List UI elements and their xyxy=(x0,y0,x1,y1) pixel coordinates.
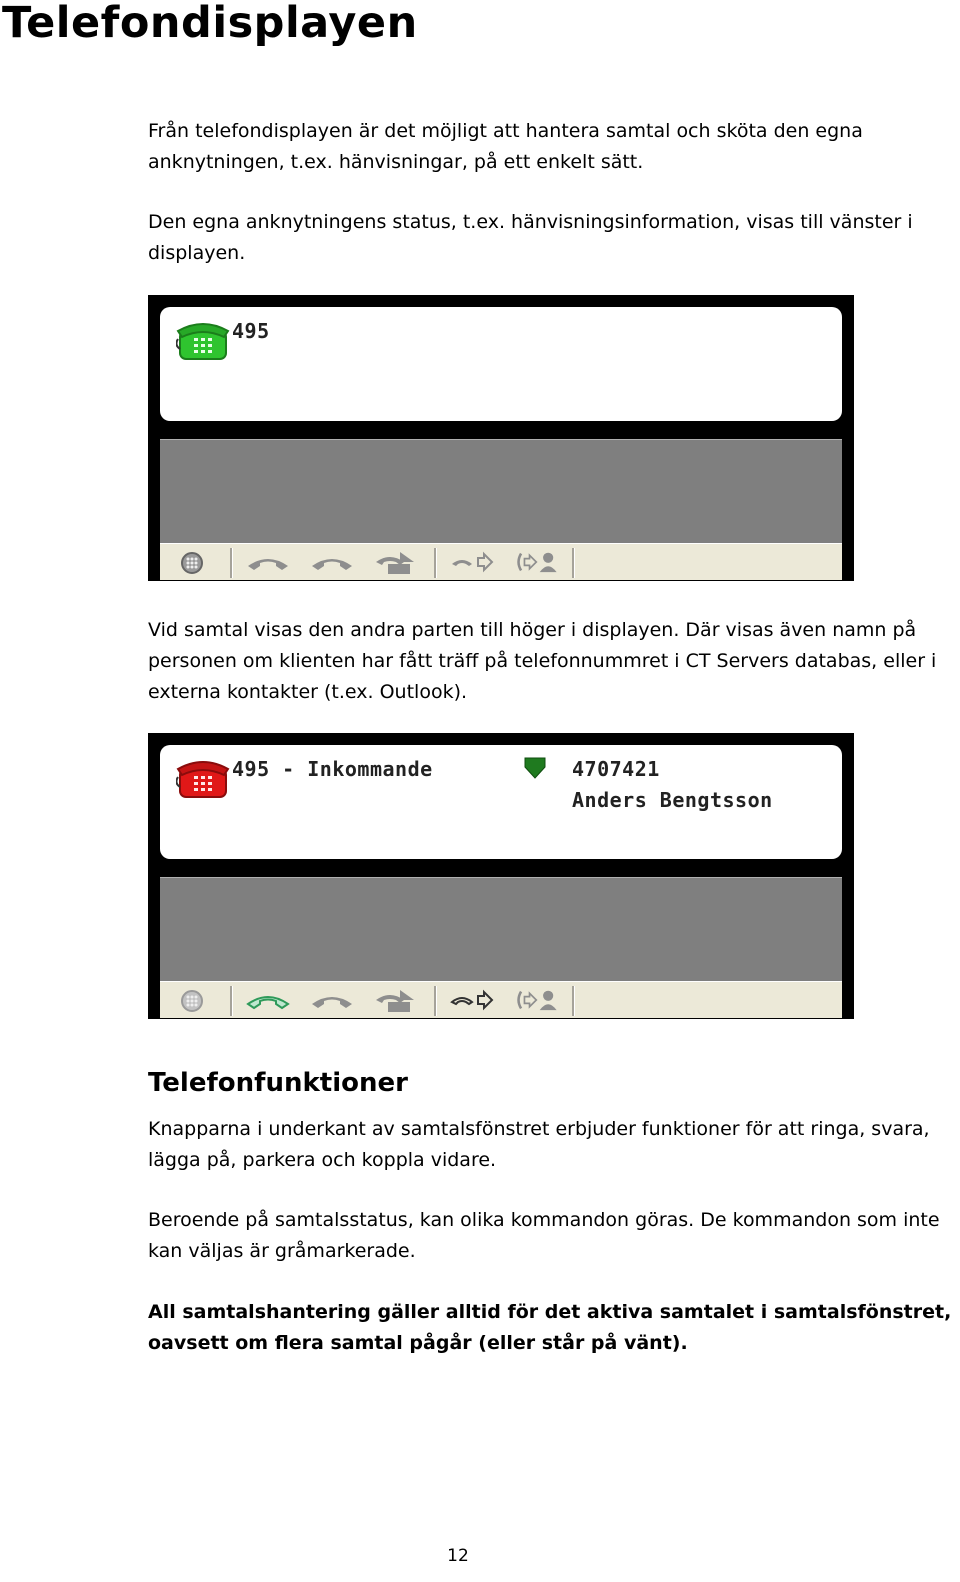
transfer-icon[interactable] xyxy=(450,548,494,576)
intro-paragraph-2: Den egna anknytningens status, t.ex. hänvisningsinformation, visas till vänster i displayen. xyxy=(148,211,913,264)
answer-icon[interactable] xyxy=(246,548,290,576)
call-paragraph: Vid samtal visas den andra parten till höger i displayen. Där visas även namn på personen om klienten har fått träff på telefonnummret i CT Servers databas, eller i externa kontakter (t.ex. Outlook). xyxy=(148,619,937,703)
dialpad-icon[interactable] xyxy=(170,548,214,576)
toolbar-separator xyxy=(230,548,233,578)
functions-paragraph-1: Knapparna i underkant av samtalsfönstret erbjuder funktioner för att ringa, svara, lägga på, parkera och koppla vidare. xyxy=(148,1118,930,1171)
functions-paragraph-2: Beroende på samtalsstatus, kan olika kommandon göras. De kommandon som inte kan väljas är gråmarkerade. xyxy=(148,1209,940,1262)
call-list-area xyxy=(160,439,842,544)
phone-display-idle xyxy=(148,295,854,581)
page-number: 12 xyxy=(447,1546,469,1566)
toolbar-separator xyxy=(572,986,575,1016)
dialpad-icon[interactable] xyxy=(170,986,214,1014)
call-toolbar xyxy=(160,981,842,1018)
call-list-area xyxy=(160,877,842,982)
display-screen xyxy=(160,745,842,859)
answer-icon[interactable] xyxy=(246,986,290,1014)
transfer-icon[interactable] xyxy=(450,986,494,1014)
extension-number: 495 xyxy=(232,319,270,343)
extension-status: 495 - Inkommande xyxy=(232,757,433,781)
phone-red-icon xyxy=(176,759,230,801)
toolbar-separator xyxy=(572,548,575,578)
page-title: Telefondisplayen xyxy=(2,0,418,48)
phone-green-icon xyxy=(176,321,230,363)
transfer-to-person-icon[interactable] xyxy=(516,548,560,576)
incoming-arrow-icon xyxy=(524,757,546,779)
intro-paragraph-1: Från telefondisplayen är det möjligt att hantera samtal och sköta den egna anknytningen, t.ex. hänvisningar, på ett enkelt sätt. xyxy=(148,120,863,173)
toolbar-separator xyxy=(434,986,437,1016)
park-icon[interactable] xyxy=(374,548,418,576)
transfer-to-person-icon[interactable] xyxy=(516,986,560,1014)
toolbar-separator xyxy=(434,548,437,578)
section-title: Telefonfunktioner xyxy=(148,1068,408,1098)
park-icon[interactable] xyxy=(374,986,418,1014)
phone-display-incoming xyxy=(148,733,854,1019)
remote-name: Anders Bengtsson xyxy=(572,788,773,812)
hangup-icon[interactable] xyxy=(310,548,354,576)
display-screen xyxy=(160,307,842,421)
call-toolbar xyxy=(160,543,842,580)
remote-number: 4707421 xyxy=(572,757,660,781)
functions-paragraph-3: All samtalshantering gäller alltid för det aktiva samtalet i samtalsfönstret, oavsett om flera samtal pågår (eller står på vänt). xyxy=(148,1301,952,1354)
toolbar-separator xyxy=(230,986,233,1016)
hangup-icon[interactable] xyxy=(310,986,354,1014)
